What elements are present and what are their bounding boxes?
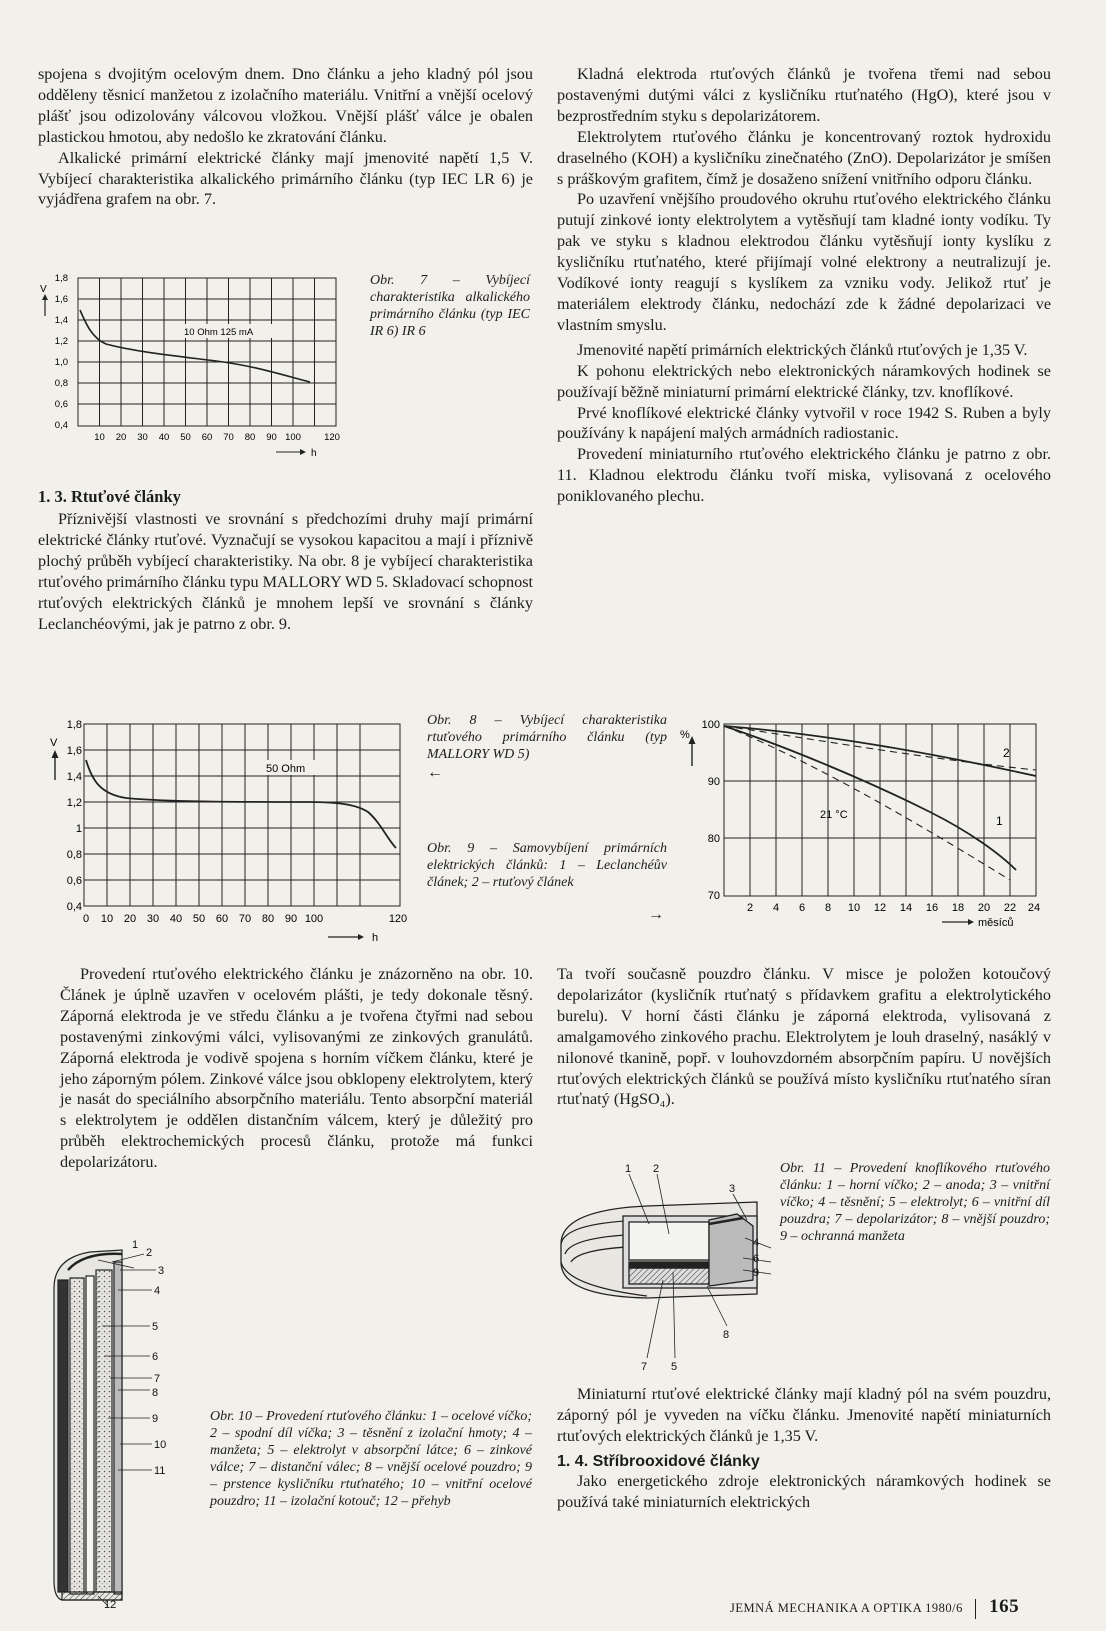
paragraph: Jako energetického zdroje elektronických náramkových hodinek se používá také miniaturních elektrických xyxy=(557,1471,1051,1511)
page-number: 165 xyxy=(989,1596,1020,1617)
paragraph: spojena s dvojitým ocelovým dnem. Dno článku a jeho kladný pól jsou odděleny těsnicí manžetou z izolačního materiálu. Vnitřní a vnější ocelový plášť jsou odizolovány válcovou vložkou. Vnější plášť válce je obalen plastickou hmotou, aby nedošlo ke zkratování článku. xyxy=(38,65,533,146)
fig7-x-tick: 10 xyxy=(94,432,105,443)
figure-7-caption: Obr. 7 – Vybíjecí charakteristika alkalického primárního článku (typ IEC IR 6) IR 6 xyxy=(370,273,530,339)
fig8-x-tick: 40 xyxy=(169,913,183,925)
paragraph: Provedení miniaturního rtuťového elektrického článku je patrno z obr. 11. Kladnou elektrodu článku tvoří miska, vylisovaná z ocelového poniklovaného plechu. xyxy=(557,445,1051,506)
fig8-x-label: h xyxy=(372,932,379,944)
fig8-y-tick: 1,2 xyxy=(66,797,82,809)
paragraph: Elektrolytem rtuťového článku je koncentrovaný roztok hydroxidu draselného (KOH) a kysličníku zinečnatého (ZnO). Depolarizátor je smíšen s práškovým grafitem, čímž je dosaženo snížení vnitřního odporu článku. xyxy=(557,127,1051,188)
fig11-label: 5 xyxy=(671,1361,678,1373)
left-column-section-13 xyxy=(38,487,533,634)
fig11-label: 9 xyxy=(753,1267,760,1279)
footer-divider xyxy=(975,1599,976,1619)
fig11-label: 8 xyxy=(723,1329,730,1341)
fig9-curve-label: 1 xyxy=(996,814,1003,828)
fig8-x-tick: 60 xyxy=(215,913,229,925)
fig9-x-tick: 16 xyxy=(925,902,939,914)
fig7-x-tick: 40 xyxy=(158,432,170,443)
fig10-label: 9 xyxy=(152,1413,159,1425)
section-heading: 1. 4. Stříbrooxidové články xyxy=(557,1452,760,1470)
fig7-y-tick: 0,4 xyxy=(54,420,68,431)
journal-name: JEMNÁ MECHANIKA A OPTIKA 1980/6 xyxy=(730,1601,963,1615)
fig9-curve-label: 2 xyxy=(1003,746,1010,760)
fig10-label: 4 xyxy=(154,1285,161,1297)
figure-8-arrow: ← xyxy=(427,764,443,781)
fig10-label: 12 xyxy=(104,1599,117,1610)
fig9-annotation: 21 °C xyxy=(820,809,848,821)
figure-8-chart xyxy=(46,712,416,944)
fig10-label: 3 xyxy=(158,1265,165,1277)
figure-8-caption: Obr. 8 – Vybíjecí charakteristika rtuťového primárního článku (typ MALLORY WD 5) xyxy=(427,713,667,762)
fig10-label: 2 xyxy=(146,1247,153,1259)
fig8-y-tick: 0,6 xyxy=(66,875,82,887)
fig9-y-tick: 70 xyxy=(707,890,720,902)
fig8-x-tick: 70 xyxy=(238,913,252,925)
fig9-y-label: % xyxy=(680,729,690,741)
fig9-y-tick: 90 xyxy=(707,776,720,788)
fig10-label: 5 xyxy=(152,1321,159,1333)
figure-9-chart xyxy=(680,712,1060,930)
fig7-x-tick: 60 xyxy=(201,432,213,443)
fig11-label: 7 xyxy=(641,1361,648,1373)
fig8-y-tick: 0,8 xyxy=(66,849,82,861)
fig9-x-tick: 10 xyxy=(847,902,861,914)
fig11-label: 2 xyxy=(653,1163,660,1175)
fig8-x-tick: 30 xyxy=(146,913,160,925)
figure-10-drawing xyxy=(38,1240,208,1610)
right-column-top xyxy=(557,64,1051,507)
paragraph: Jmenovité napětí primárních elektrických článků rtuťových je 1,35 V. xyxy=(577,340,1028,359)
fig7-x-tick: 120 xyxy=(324,432,340,443)
fig10-label: 6 xyxy=(152,1351,159,1363)
fig7-x-tick: 80 xyxy=(244,432,256,443)
fig10-label: 10 xyxy=(154,1439,167,1451)
paragraph: Miniaturní rtuťové elektrické články mají kladný pól na svém pouzdru, záporný pól je vyveden na víčku článku. Jmenovité napětí miniaturních rtuťových elektrických článků je 1,35 V. xyxy=(557,1385,1051,1445)
fig9-x-tick: 4 xyxy=(772,902,780,914)
fig7-y-tick: 1,2 xyxy=(54,336,68,347)
fig7-x-label: h xyxy=(311,448,317,459)
fig11-label: 3 xyxy=(729,1183,736,1195)
fig9-x-label: měsíců xyxy=(978,917,1014,929)
fig8-x-tick: 100 xyxy=(304,913,324,925)
paragraph: K pohonu elektrických nebo elektronických náramkových hodinek se používají běžně miniaturní primární elektrické články, tzv. knoflíkové. xyxy=(557,361,1051,401)
fig10-label: 11 xyxy=(154,1465,166,1477)
fig8-annotation: 50 Ohm xyxy=(266,763,306,775)
fig7-y-label: V xyxy=(40,284,47,295)
paragraph: Prvé knoflíkové elektrické články vytvořil v roce 1942 S. Ruben a byly používány k napájení malých armádních radiostanic. xyxy=(557,403,1051,443)
left-column-top xyxy=(38,64,533,210)
fig7-x-tick: 100 xyxy=(285,432,301,443)
fig9-x-tick: 12 xyxy=(873,902,887,914)
fig7-y-tick: 0,6 xyxy=(54,399,68,410)
fig7-x-tick: 50 xyxy=(180,432,191,443)
fig8-y-tick: 0,4 xyxy=(66,901,82,913)
section-heading: 1. 3. Rtuťové články xyxy=(38,487,181,506)
fig7-x-tick: 90 xyxy=(266,432,277,443)
fig10-label: 8 xyxy=(152,1387,159,1399)
fig8-y-tick: 1,8 xyxy=(66,719,82,731)
fig10-label: 7 xyxy=(154,1373,161,1385)
fig8-x-tick: 0 xyxy=(82,913,90,925)
left-column-bottom xyxy=(60,964,533,1173)
paragraph: Příznivější vlastnosti ve srovnání s předchozími druhy mají primární elektrické články rtuťové. Vyznačují se vysokou kapacitou a mají i příznivě plochý průběh vybíjecí charakteristiky. Na obr. 8 je vybíjecí charakteristika rtuťového primárního článku typu MALLORY WD 5. Skladovací schopnost rtuťových elektrických článků je mnohem lepší ve srovnání s články Leclanchéovými, jak je patrno z obr. 9. xyxy=(38,510,533,633)
fig7-annotation: 10 Ohm 125 mA xyxy=(184,327,254,338)
fig8-y-label: V xyxy=(50,737,58,749)
fig7-y-tick: 1,6 xyxy=(54,294,68,305)
figure-7-chart xyxy=(36,272,356,477)
fig11-label: 1 xyxy=(625,1163,632,1175)
fig8-x-tick: 10 xyxy=(100,913,114,925)
fig8-x-tick: 120 xyxy=(388,913,408,925)
fig9-x-tick: 6 xyxy=(798,902,806,914)
paragraph: Alkalické primární elektrické články mají jmenovité napětí 1,5 V. Vybíjecí charakteristika alkalického primárního článku (typ IEC LR 6) je vyjádřena grafem na obr. 7. xyxy=(38,148,533,209)
fig9-y-tick: 100 xyxy=(701,719,720,731)
fig9-x-tick: 24 xyxy=(1027,902,1041,914)
fig10-label: 1 xyxy=(132,1240,139,1251)
fig8-y-tick: 1,6 xyxy=(66,745,82,757)
fig8-x-tick: 90 xyxy=(284,913,298,925)
fig8-x-tick: 80 xyxy=(261,913,275,925)
fig7-y-tick: 1,4 xyxy=(54,315,68,326)
fig9-x-tick: 14 xyxy=(899,902,913,914)
fig7-y-tick: 1,0 xyxy=(54,357,68,368)
paragraph: Po uzavření vnějšího proudového okruhu rtuťového elektrického článku putují zinkové ionty elektrolytem a vytěsňují tam kladné ionty vodíku. Ty pak ve styku s kladnou elektrodou článku vytěsňují ionty kyslíku z kysličníku rtuťnatého, které přijímají volné elektrony a neutralizují je. Vodíkové ionty reagují s kyslíkem za vzniku vody. Jelikož rtuť je materiálem elektrody článku, nedochází zde k žádné depolarizaci ve vlastním smyslu. xyxy=(557,190,1051,334)
figure-9-caption: Obr. 9 – Samovybíjení primárních elektrických článků: 1 – Leclanchéův článek; 2 – rtuťový článek xyxy=(427,841,667,890)
fig8-y-tick: 1,4 xyxy=(66,771,82,783)
fig8-x-tick: 50 xyxy=(192,913,206,925)
paragraph: Kladná elektroda rtuťových článků je tvořena třemi nad sebou postavenými dutými válci z kysličníku rtuťnatého (HgO), které jsou v bezprostředním styku s depolarizátorem. xyxy=(557,65,1051,125)
fig9-x-tick: 22 xyxy=(1003,902,1017,914)
page-footer xyxy=(730,1596,1060,1619)
fig9-y-tick: 80 xyxy=(707,833,720,845)
fig9-x-tick: 2 xyxy=(746,902,754,914)
fig11-label: 6 xyxy=(753,1253,760,1265)
fig7-y-tick: 0,8 xyxy=(54,378,68,389)
paragraph: Ta tvoří současně pouzdro článku. V misce je položen kotoučový depolarizátor (kysličník rtuťnatý s přídavkem grafitu a elektrolytického burelu). V horní části článku je záporná elektroda, vylisovaná z amalgamového zinkového prachu. Elektrolytem je louh draselný, nasáklý v nilonové tkanině, popř. v louhovzdorném absorpčním papíru. U novějších rtuťových elektrických článků se používá místo kysličníku rtuťnatého síran rtuťnatý (HgSO₄). xyxy=(557,965,1051,1109)
fig7-x-tick: 70 xyxy=(223,432,234,443)
fig8-y-tick: 1 xyxy=(75,823,82,835)
figure-11-caption: Obr. 11 – Provedení knoflíkového rtuťového článku: 1 – horní víčko; 2 – anoda; 3 – vnitřní víčko; 4 – těsnění; 5 – elektrolyt; 6 – vnitřní díl pouzdra; 7 – depolarizátor; 8 – vnější pouzdro; 9 – ochranná manžeta xyxy=(780,1161,1050,1244)
fig9-x-tick: 18 xyxy=(951,902,965,914)
fig8-x-tick: 20 xyxy=(123,913,137,925)
figure-10-caption: Obr. 10 – Provedení rtuťového článku: 1 – ocelové víčko; 2 – spodní díl víčka; 3 – těsnění z izolační hmoty; 4 – manžeta; 5 – elektrolyt v absorpční látce; 6 – zinkové válce; 7 – distanční válec; 8 – vnější ocelové pouzdro; 9 – prstence kysličníku rtuťnatého; 10 – vnitřní ocelové pouzdro; 11 – izolační kotouč; 12 – přehyb xyxy=(210,1409,532,1509)
fig7-y-tick: 1,8 xyxy=(54,273,68,284)
right-column-end xyxy=(557,1384,1051,1513)
paragraph: Provedení rtuťového elektrického článku je znázorněno na obr. 10. Článek je úplně uzavřen v ocelovém plášti, je tedy dokonale těsný. Záporná elektroda je ve středu článku a je tvořena čtyřmi nad sebou postavenými zinkovými válci, vylisovanými ze zinkových granulátů. Záporná elektroda je vodivě spojena s horním víčkem článku, které je jeho záporným pólem. Zinkové válce jsou obklopeny elektrolytem, který je nasát do speciálního absorpčního materiálu. Tento absorpční materiál s elektrolytem je oddělen distančním válcem, který je důležitý pro průběh elektrochemických procesů článku, protože má funkci depolarizátoru. xyxy=(60,965,533,1172)
fig9-x-tick: 8 xyxy=(824,902,832,914)
figure-9-arrow: → xyxy=(648,906,664,923)
fig9-x-tick: 20 xyxy=(977,902,991,914)
fig11-label: 4 xyxy=(753,1237,760,1249)
figure-11-drawing xyxy=(557,1162,777,1380)
fig7-x-tick: 20 xyxy=(115,432,127,443)
right-column-bottom xyxy=(557,964,1051,1110)
fig7-x-tick: 30 xyxy=(137,432,148,443)
